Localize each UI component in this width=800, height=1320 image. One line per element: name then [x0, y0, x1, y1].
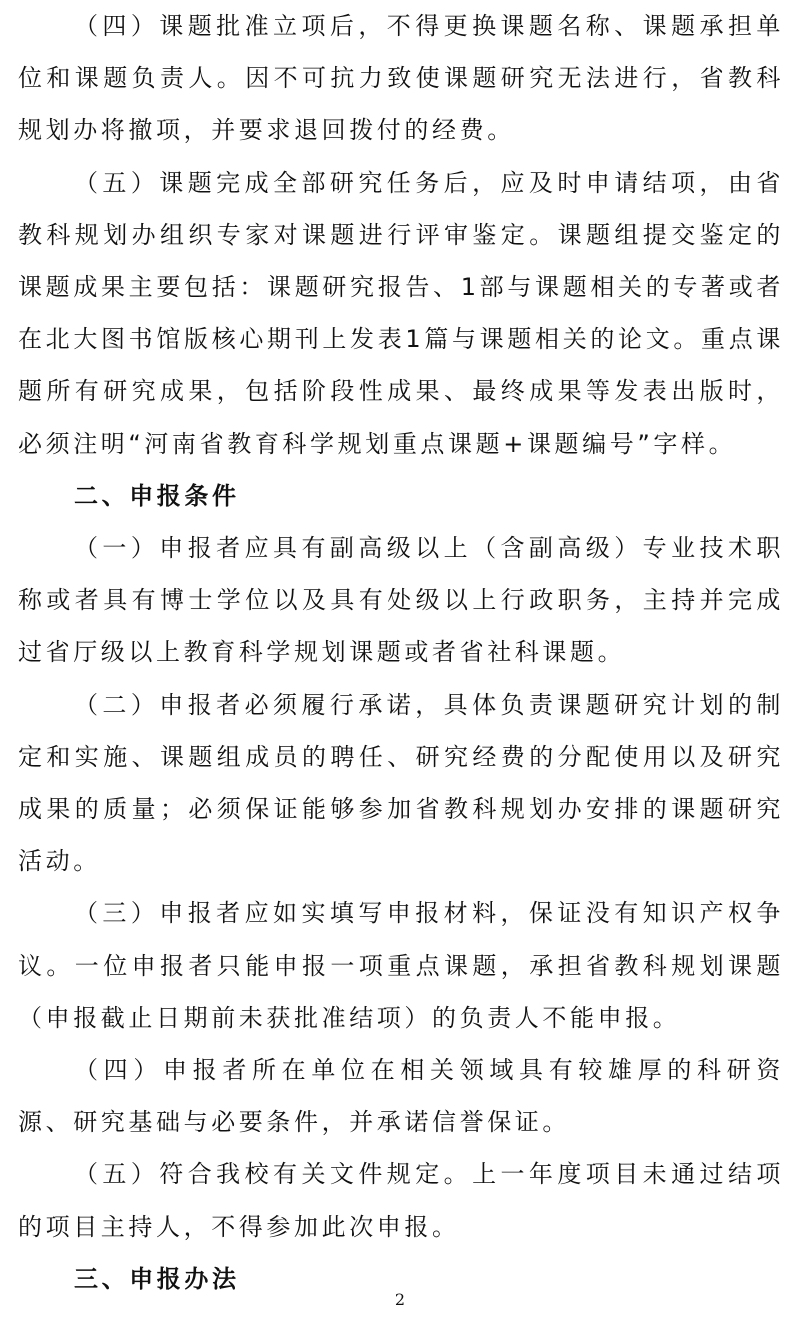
document-page [18, 0, 784, 1320]
section-heading-conditions: 二、申报条件 [74, 481, 240, 510]
paragraph-item-5: （五）课题完成全部研究任务后，应及时申请结项，由省教科规划办组织专家对课题进行评审鉴定。课题组提交鉴定的课题成果主要包括：课题研究报告、1部与课题相关的专著或者在北大图书馆版核心期刊上发表1篇与课题相关的论文。重点课题所有研究成果，包括阶段性成果、最终成果等发表出版时，必须注明“河南省教育科学规划重点课题+课题编号”字样。 [18, 168, 784, 458]
section-heading-method: 三、申报办法 [74, 1264, 240, 1293]
condition-item-4: （四）申报者所在单位在相关领域具有较雄厚的科研资源、研究基础与必要条件，并承诺信誉保证。 [18, 1056, 784, 1137]
condition-item-1: （一）申报者应具有副高级以上（含副高级）专业技术职称或者具有博士学位以及具有处级以上行政职务，主持并完成过省厅级以上教育科学规划课题或者省社科课题。 [18, 534, 784, 667]
paragraph-item-4: （四）课题批准立项后，不得更换课题名称、课题承担单位和课题负责人。因不可抗力致使课题研究无法进行，省教科规划办将撤项，并要求退回拨付的经费。 [18, 12, 784, 145]
condition-item-2: （二）申报者必须履行承诺，具体负责课题研究计划的制定和实施、课题组成员的聘任、研究经费的分配使用以及研究成果的质量；必须保证能够参加省教科规划办安排的课题研究活动。 [18, 690, 784, 876]
page-number: 2 [394, 1290, 406, 1309]
condition-item-5: （五）符合我校有关文件规定。上一年度项目未通过结项的项目主持人，不得参加此次申报。 [18, 1160, 784, 1241]
condition-item-3: （三）申报者应如实填写申报材料，保证没有知识产权争议。一位申报者只能申报一项重点课题，承担省教科规划课题（申报截止日期前未获批准结项）的负责人不能申报。 [18, 899, 784, 1032]
